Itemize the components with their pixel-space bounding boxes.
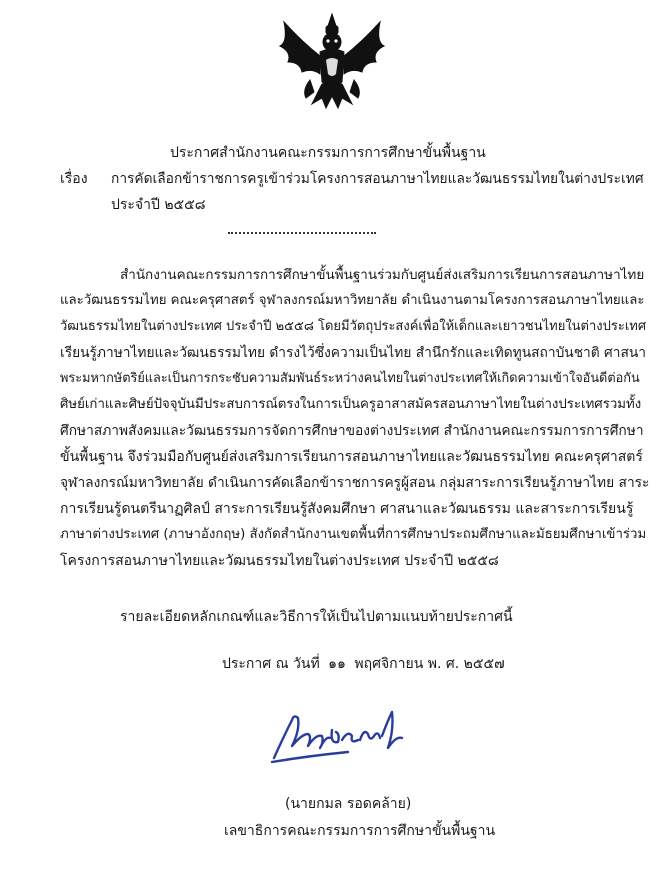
body-line: การเรียนรู้ดนตรีนาฏศิลป์ สาระการเรียนรู้สังคมศึกษา ศาสนาและวัฒนธรรม และสาระการเรียนรู้: [60, 501, 634, 517]
subject-text: การคัดเลือกข้าราชการครูเข้าร่วมโครงการสอนภาษาไทยและวัฒนธรรมไทยในต่างประเทศ: [111, 171, 644, 187]
body-line: ศิษย์เก่าและศิษย์ปัจจุบันมีประสบการณ์ตรงในการเป็นครูอาสาสมัครสอนภาษาไทยในต่างประเทศรวมทั้ง: [60, 397, 642, 412]
body-line: สำนักงานคณะกรรมการการศึกษาขั้นพื้นฐานร่วมกับศูนย์ส่งเสริมการเรียนการสอนภาษาไทย: [120, 267, 645, 283]
date-prefix: ประกาศ ณ วันที่: [222, 656, 320, 672]
body-line: ขั้นพื้นฐาน จึงร่วมมือกับศูนย์ส่งเสริมการเรียนการสอนภาษาไทยและวัฒนธรรมไทย คณะครุศาสตร์: [60, 449, 643, 465]
subject-label: เรื่อง: [60, 171, 88, 187]
garuda-emblem-icon: [262, 12, 402, 112]
body-line: วัฒนธรรมไทยในต่างประเทศ ประจำปี ๒๕๕๘ โดยมีวัตถุประสงค์เพื่อให้เด็กและเยาวชนไทยในต่างประเทศ: [60, 319, 647, 334]
body-line: พระมหากษัตริย์และเป็นการกระชับความสัมพันธ์ระหว่างคนไทยในต่างประเทศให้เกิดความเข้าใจอันดีต่อกัน: [60, 371, 640, 386]
closing-statement: รายละเอียดหลักเกณฑ์และวิธีการให้เป็นไปตามแนบท้ายประกาศนี้: [120, 609, 513, 625]
body-line: โครงการสอนภาษาไทยและวัฒนธรรมไทยในต่างประเทศ ประจำปี ๒๕๕๘: [60, 553, 499, 569]
signer-title: เลขาธิการคณะกรรมการการศึกษาขั้นพื้นฐาน: [224, 823, 496, 839]
body-line: และวัฒนธรรมไทย คณะครุศาสตร์ จุฬาลงกรณ์มหาวิทยาลัย ดำเนินงานตามโครงการสอนภาษาไทยและ: [60, 293, 645, 308]
signer-name: (นายกมล รอดคล้าย): [285, 796, 412, 812]
announcement-title: ประกาศสำนักงานคณะกรรมการการศึกษาขั้นพื้นฐาน: [170, 145, 486, 161]
body-line: ภาษาต่างประเทศ (ภาษาอังกฤษ) สังกัดสำนักงานเขตพื้นที่การศึกษาประถมศึกษาและมัธยมศึกษาเข้าร่วม: [60, 527, 647, 542]
dotted-separator: [228, 232, 376, 234]
body-line: ศึกษาสภาพสังคมและวัฒนธรรมการจัดการศึกษาของต่างประเทศ สำนักงานคณะกรรมการการศึกษา: [60, 423, 644, 439]
subject-year: ประจำปี ๒๕๕๘: [111, 197, 206, 213]
body-line: เรียนรู้ภาษาไทยและวัฒนธรรมไทย ดำรงไว้ซึ่งความเป็นไทย สำนึกรักและเทิดทูนสถาบันชาติ ศาสนา: [60, 345, 647, 361]
announcement-date: [222, 655, 505, 673]
date-day: ๑๑: [328, 656, 346, 672]
signature-icon: [268, 700, 413, 772]
date-month-year: พฤศจิกายน พ. ศ. ๒๕๕๗: [354, 656, 505, 672]
body-line: จุฬาลงกรณ์มหาวิทยาลัย ดำเนินการคัดเลือกข้าราชการครูผู้สอน กลุ่มสาระการเรียนรู้ภาษาไทย สาระ: [60, 475, 650, 491]
